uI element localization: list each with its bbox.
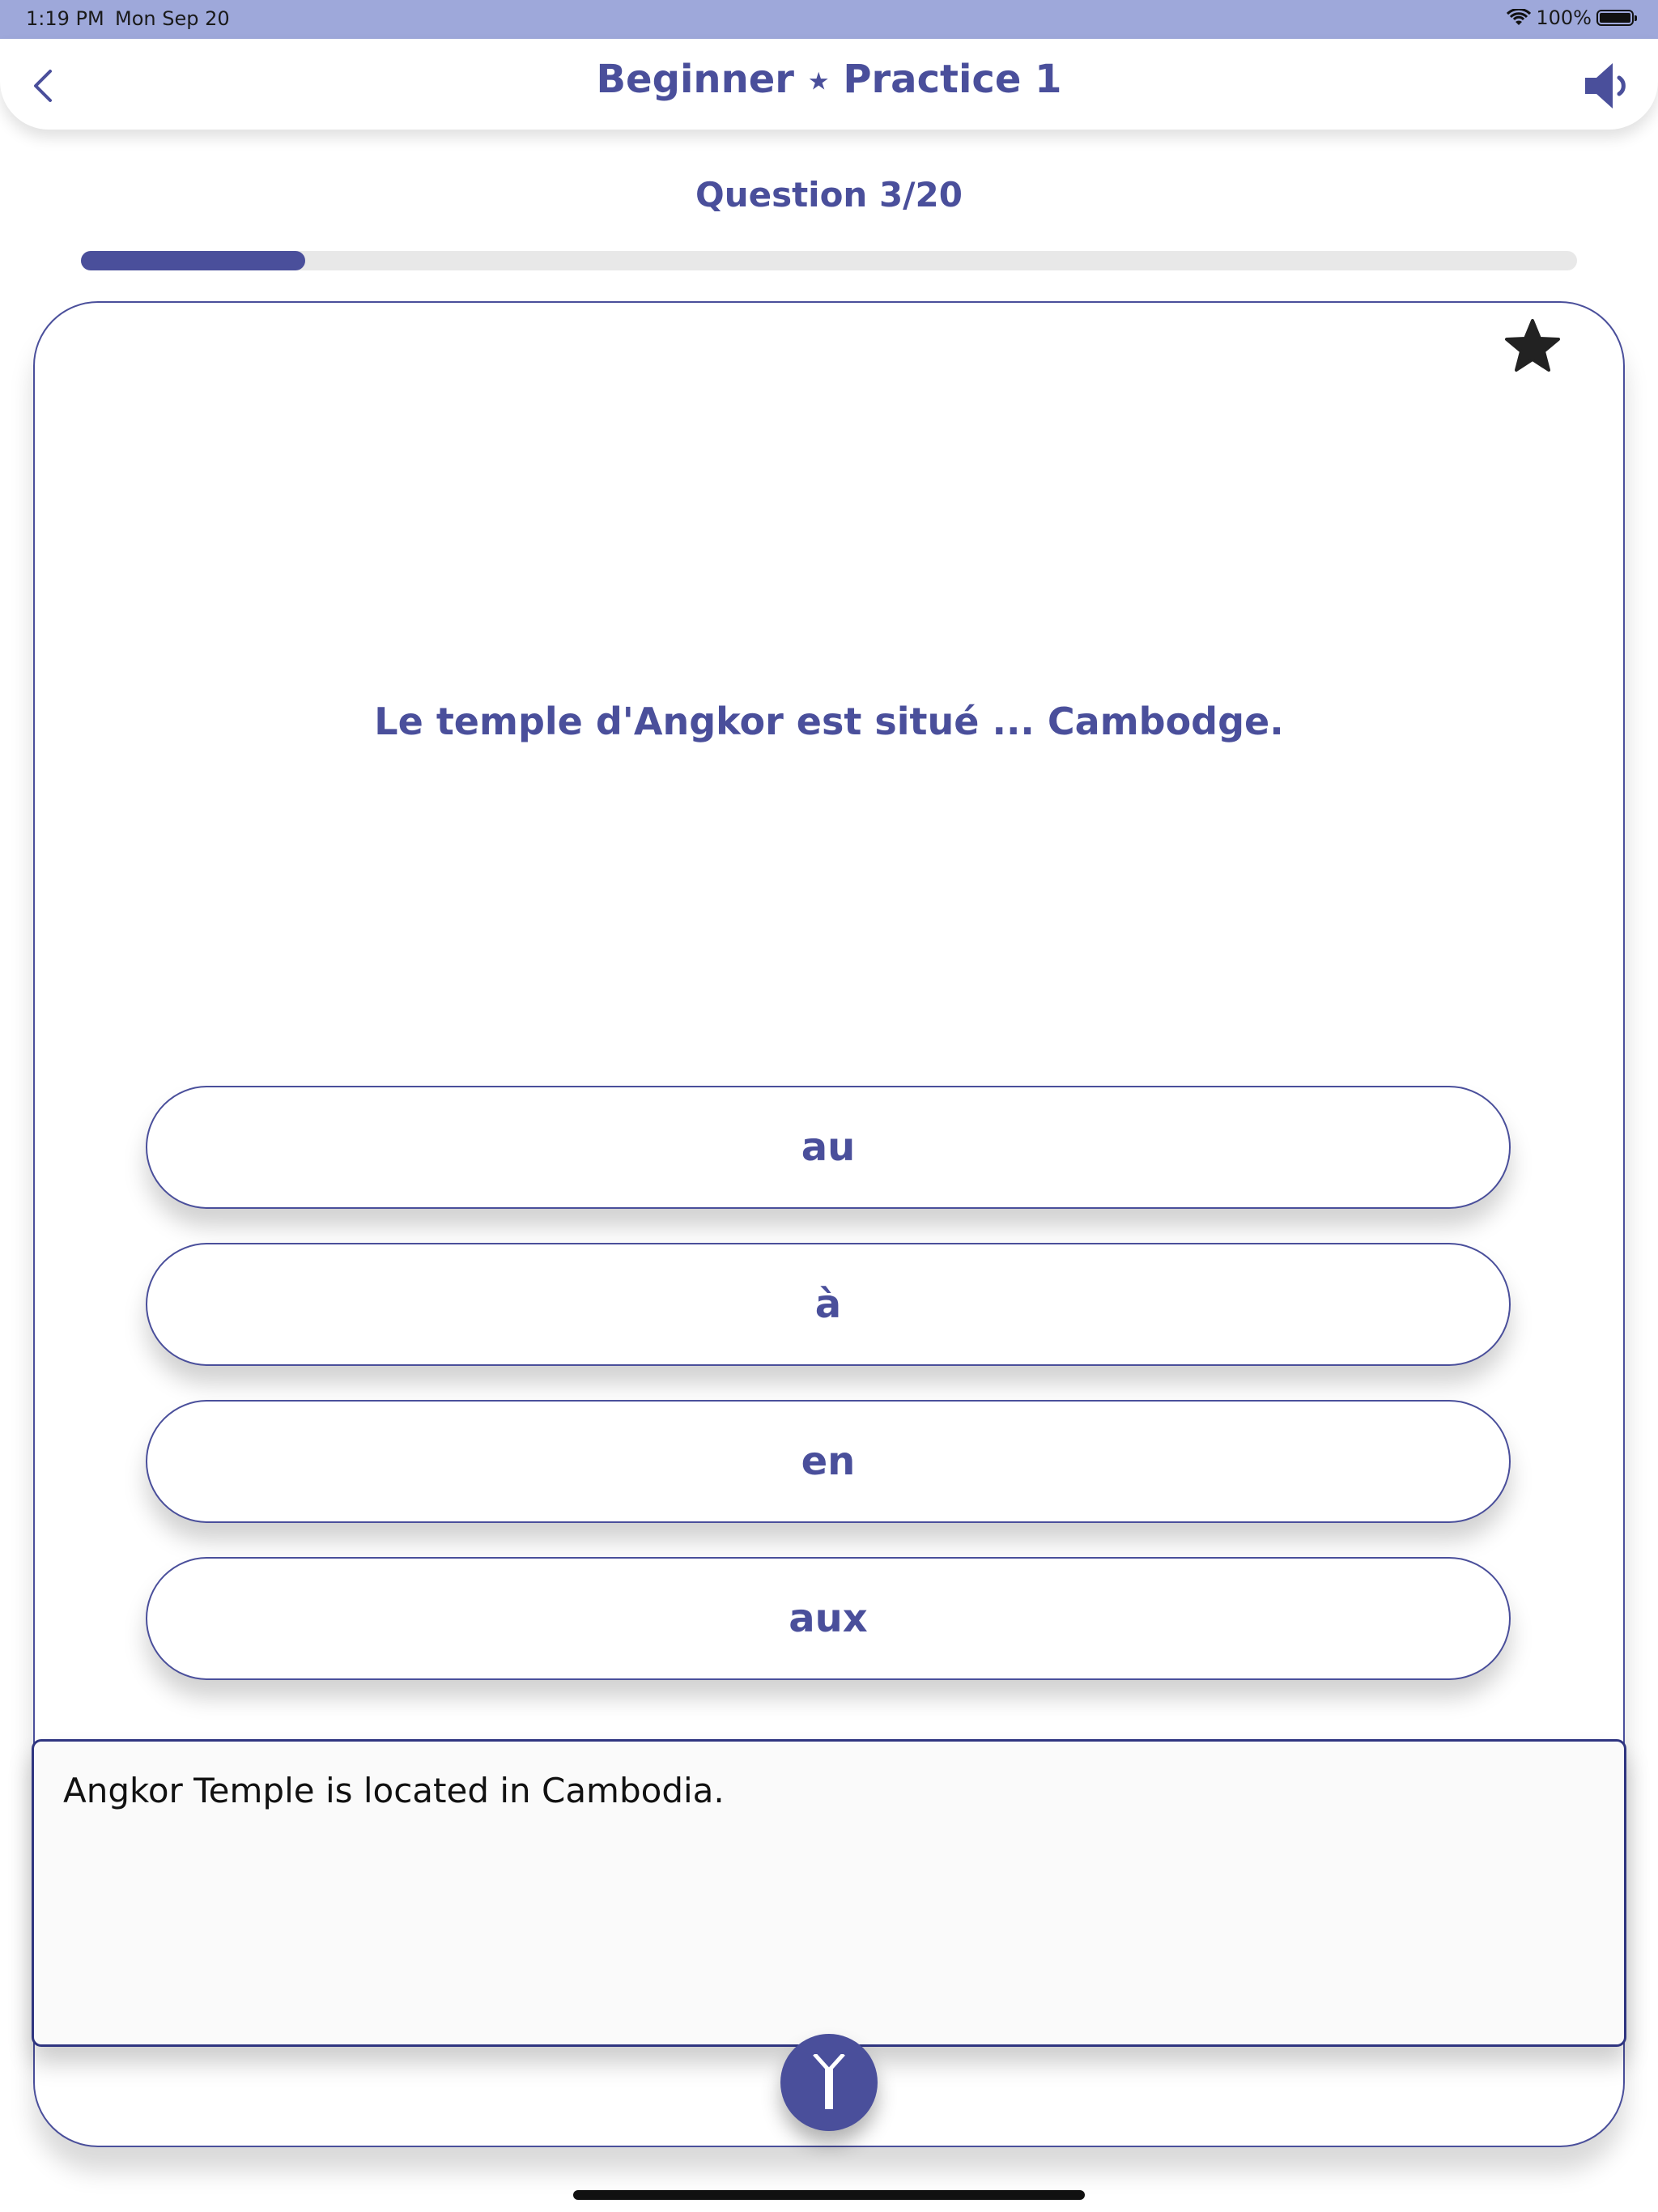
star-icon [1500, 314, 1565, 379]
home-indicator [573, 2190, 1085, 2200]
status-time: 1:19 PM [26, 7, 104, 30]
sound-button[interactable] [1580, 60, 1632, 112]
wifi-icon [1507, 9, 1531, 27]
status-date: Mon Sep 20 [115, 7, 230, 30]
progress-bar [81, 251, 1577, 270]
answer-option-4[interactable]: aux [146, 1557, 1511, 1680]
status-bar [0, 0, 1658, 39]
question-counter: Question 3/20 [695, 175, 963, 215]
favorite-button[interactable] [1500, 314, 1565, 379]
answer-option-3[interactable]: en [146, 1400, 1511, 1523]
translation-panel [32, 1739, 1626, 2047]
status-right [1507, 6, 1634, 29]
answer-option-1[interactable]: au [146, 1086, 1511, 1209]
title-star: ★ [807, 67, 830, 96]
question-text: Le temple d'Angkor est situé ... Cambodge. [374, 700, 1284, 743]
header [0, 39, 1658, 130]
info-button[interactable] [780, 2034, 878, 2131]
progress-fill [81, 251, 305, 270]
answer-option-2[interactable]: à [146, 1243, 1511, 1366]
info-icon [813, 2054, 845, 2111]
page-title [0, 57, 1658, 102]
title-level: Beginner [596, 57, 794, 102]
speaker-icon [1580, 60, 1632, 112]
translation-text: Angkor Temple is located in Cambodia. [63, 1771, 725, 1810]
title-practice: Practice 1 [843, 57, 1062, 102]
battery-icon [1596, 10, 1634, 26]
battery-percent: 100% [1536, 6, 1592, 29]
